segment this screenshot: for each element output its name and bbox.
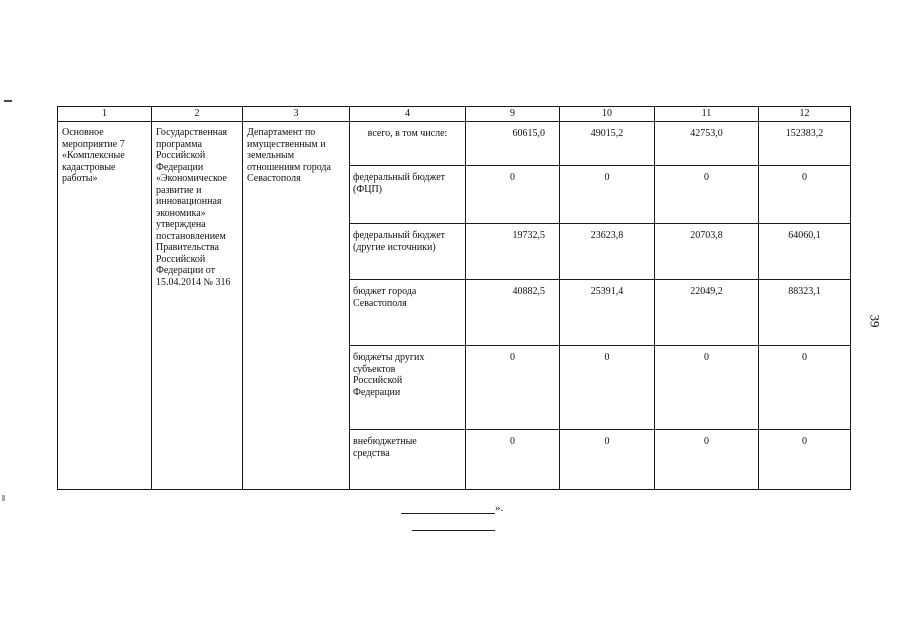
header-cell: 11 <box>655 107 759 122</box>
value-cell <box>466 224 560 280</box>
value-cell <box>560 346 655 430</box>
separator-line <box>412 530 495 531</box>
source-text: бюджет города Севастополя <box>353 286 417 309</box>
header-cell: 9 <box>466 107 560 122</box>
value-cell <box>466 166 560 224</box>
scan-mark <box>2 495 5 501</box>
value-cell <box>759 122 851 166</box>
table-row <box>58 122 851 166</box>
value-text: 20703,8 <box>690 230 723 241</box>
value-text: 0 <box>604 172 610 183</box>
value-cell <box>655 430 759 490</box>
value-text: 0 <box>510 352 515 363</box>
value-cell <box>560 122 655 166</box>
header-cell: 2 <box>152 107 243 122</box>
measure-text: Основное мероприятие 7 «Комплексные кадастровые работы» <box>62 127 125 184</box>
value-cell <box>560 280 655 346</box>
value-text: 49015,2 <box>590 128 624 139</box>
value-cell <box>560 430 655 490</box>
value-cell <box>655 166 759 224</box>
value-text: 152383,2 <box>785 128 824 139</box>
header-cell: 4 <box>350 107 466 122</box>
source-text: бюджеты других субъектов Российской Федерации <box>353 352 425 398</box>
source-cell <box>350 346 466 430</box>
value-text: 0 <box>510 436 515 447</box>
value-text: 0 <box>802 352 807 363</box>
value-cell <box>759 280 851 346</box>
value-text: 19732,5 <box>512 230 545 241</box>
page-number: 39 <box>867 314 883 328</box>
program-text: Государственная программа Российской Федерации «Экономическое развитие и инновационная экономика» утверждена постановлением Правительства Российской Федерации от 15.04.2014 № 316 <box>156 127 231 288</box>
budget-table <box>57 106 851 490</box>
value-cell <box>759 430 851 490</box>
value-text: 0 <box>510 172 515 183</box>
header-cell: 1 <box>58 107 152 122</box>
value-text: 0 <box>802 436 807 447</box>
value-text: 40882,5 <box>512 286 545 297</box>
value-cell <box>466 122 560 166</box>
value-text: 0 <box>704 436 709 447</box>
value-text: 42753,0 <box>690 128 723 139</box>
value-cell <box>466 280 560 346</box>
value-cell <box>560 166 655 224</box>
value-text: 23623,8 <box>590 230 624 241</box>
value-text: 22049,2 <box>690 286 723 297</box>
executor-text: Департамент по имущественным и земельным отношениям города Севастополя <box>247 127 331 184</box>
value-cell <box>759 224 851 280</box>
value-text: 64060,1 <box>788 230 821 241</box>
program-cell <box>152 122 243 490</box>
value-text: 0 <box>604 436 610 447</box>
source-text: всего, в том числе: <box>367 128 448 139</box>
closing-quote <box>401 502 541 518</box>
measure-cell <box>58 122 152 490</box>
value-text: 0 <box>604 352 610 363</box>
scan-mark <box>4 100 12 102</box>
value-text: 0 <box>802 172 807 183</box>
source-cell <box>350 280 466 346</box>
value-cell <box>655 122 759 166</box>
value-text: 25391,4 <box>590 286 624 297</box>
header-cell: 3 <box>243 107 350 122</box>
executor-cell <box>243 122 350 490</box>
header-cell: 12 <box>759 107 851 122</box>
value-cell <box>655 280 759 346</box>
value-cell <box>759 166 851 224</box>
value-cell <box>466 430 560 490</box>
source-text: федеральный бюджет (другие источники) <box>353 230 446 253</box>
value-cell <box>466 346 560 430</box>
value-cell <box>655 224 759 280</box>
value-text: 0 <box>704 352 709 363</box>
source-cell <box>350 122 466 166</box>
closing-mark: ». <box>495 502 504 514</box>
value-cell <box>759 346 851 430</box>
value-cell <box>655 346 759 430</box>
source-cell <box>350 224 466 280</box>
header-row <box>58 107 851 122</box>
header-cell: 10 <box>560 107 655 122</box>
value-cell <box>560 224 655 280</box>
source-cell <box>350 166 466 224</box>
source-text: федеральный бюджет (ФЦП) <box>353 172 446 195</box>
source-cell <box>350 430 466 490</box>
value-text: 88323,1 <box>788 286 821 297</box>
value-text: 0 <box>704 172 709 183</box>
value-text: 60615,0 <box>512 128 545 139</box>
source-text: внебюджетные средства <box>353 436 417 459</box>
closing-underline <box>401 513 495 514</box>
